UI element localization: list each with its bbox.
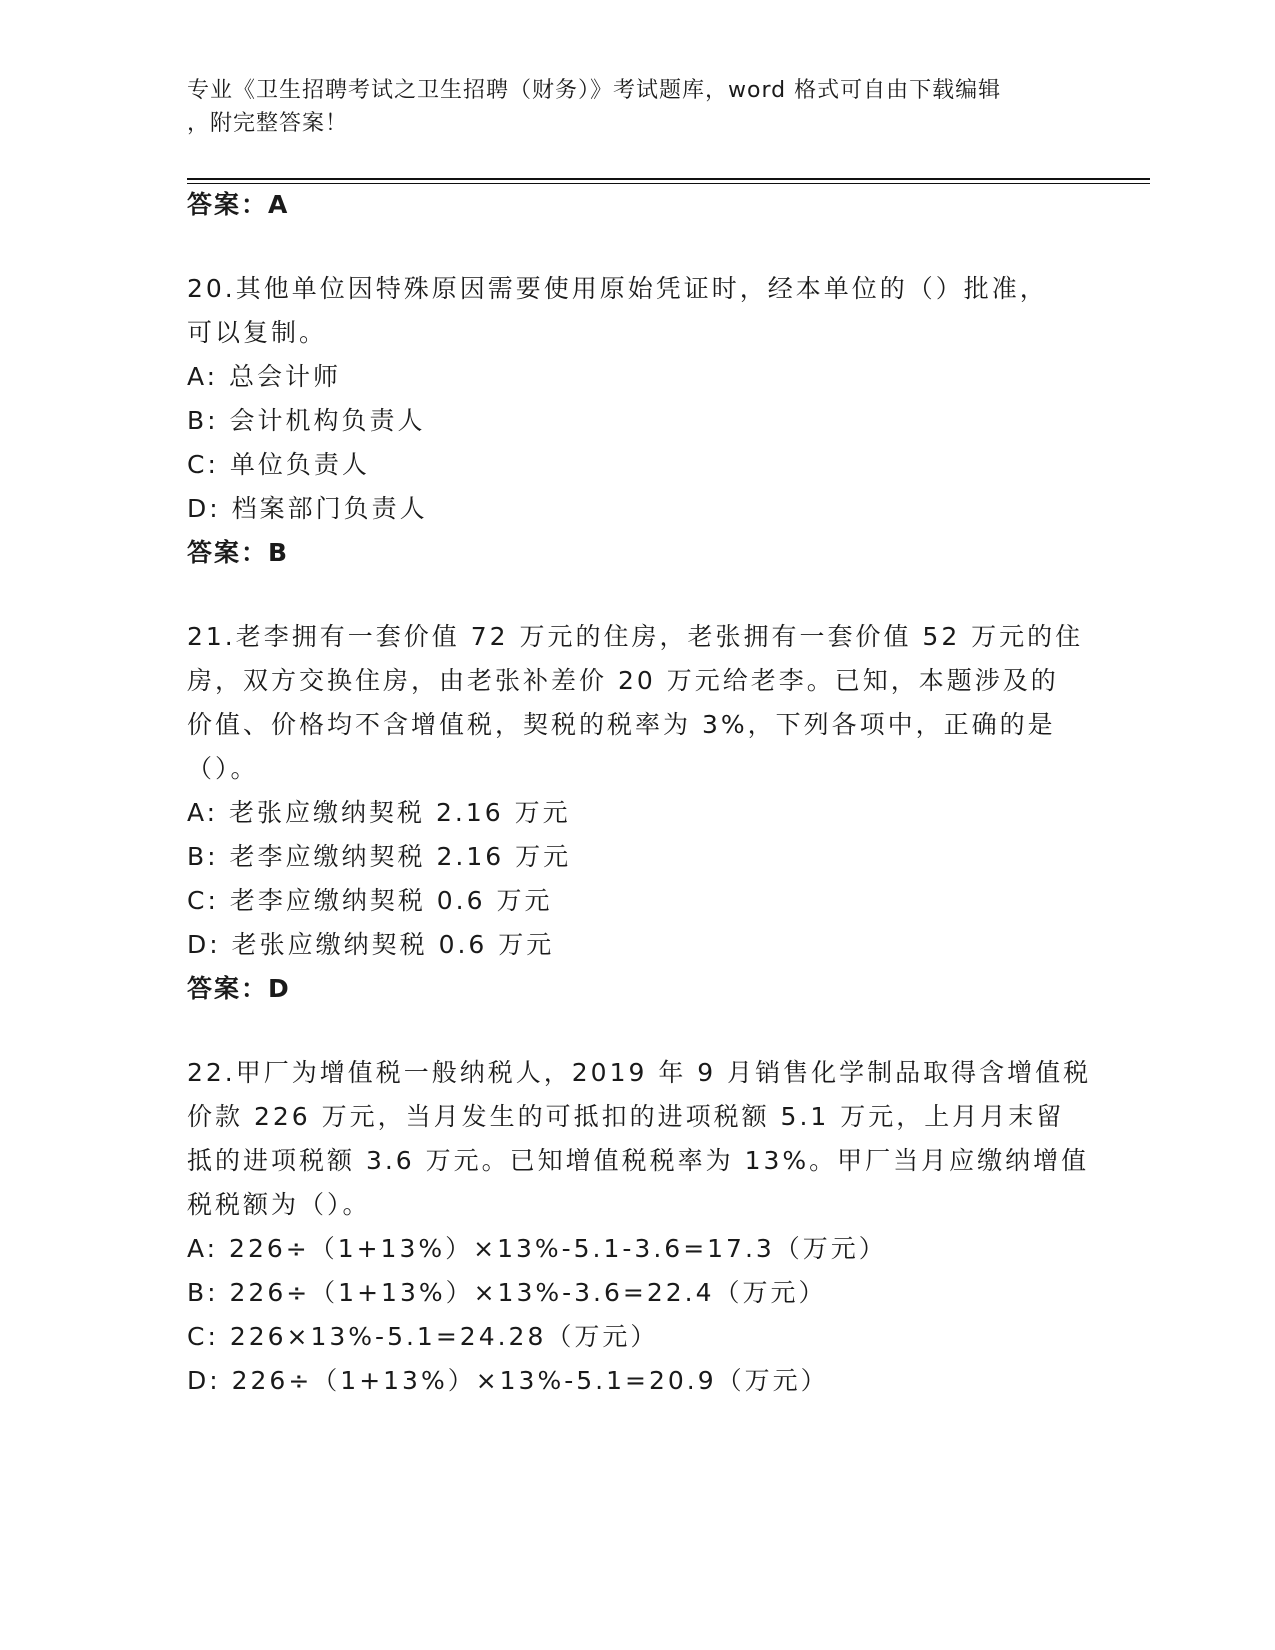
q20-stem-line-2: 可以复制。: [187, 318, 328, 347]
q22-stem-line-1: 22.甲厂为增值税一般纳税人，2019 年 9 月销售化学制品取得含增值税: [187, 1058, 1092, 1087]
q22-stem-line-2: 价款 226 万元，当月发生的可抵扣的进项税额 5.1 万元，上月月末留: [187, 1102, 1065, 1131]
q21-stem-line-3: 价值、价格均不含增值税，契税的税率为 3%，下列各项中，正确的是: [187, 710, 1056, 739]
document-header: [187, 74, 1087, 140]
previous-answer: 答案：A: [187, 190, 290, 219]
q21-stem-line-2: 房，双方交换住房，由老张补差价 20 万元给老李。已知，本题涉及的: [187, 666, 1059, 695]
q22-stem-line-3: 抵的进项税额 3.6 万元。已知增值税税率为 13%。甲厂当月应缴纳增值: [187, 1146, 1090, 1175]
q21-option-c: C: 老李应缴纳契税 0.6 万元: [187, 886, 553, 915]
q22-option-d: D: 226÷（1+13%）×13%-5.1=20.9（万元）: [187, 1366, 829, 1395]
q22-stem-line-4: 税税额为（）。: [187, 1190, 371, 1219]
q21-stem-line-4: （）。: [187, 754, 259, 783]
q21-option-d: D: 老张应缴纳契税 0.6 万元: [187, 930, 555, 959]
header-line-1: 专业《卫生招聘考试之卫生招聘（财务）》考试题库，word 格式可自由下载编辑: [187, 78, 1002, 103]
q22-option-a: A: 226÷（1+13%）×13%-5.1-3.6=17.3（万元）: [187, 1234, 887, 1263]
q20-stem-line-1: 20.其他单位因特殊原因需要使用原始凭证时，经本单位的（）批准，: [187, 274, 1048, 303]
header-rule: [187, 178, 1150, 180]
q21-answer: 答案：D: [187, 974, 291, 1003]
q20-option-a: A: 总会计师: [187, 362, 342, 391]
q21-option-b: B: 老李应缴纳契税 2.16 万元: [187, 842, 572, 871]
q20-option-d: D: 档案部门负责人: [187, 494, 428, 523]
header-rule-thin: [187, 183, 1150, 184]
q21-option-a: A: 老张应缴纳契税 2.16 万元: [187, 798, 571, 827]
q22-option-c: C: 226×13%-5.1=24.28（万元）: [187, 1322, 659, 1351]
q22-option-b: B: 226÷（1+13%）×13%-3.6=22.4（万元）: [187, 1278, 827, 1307]
q20-option-b: B: 会计机构负责人: [187, 406, 426, 435]
q20-answer: 答案：B: [187, 538, 290, 567]
q21-stem-line-1: 21.老李拥有一套价值 72 万元的住房，老张拥有一套价值 52 万元的住: [187, 622, 1084, 651]
header-line-2: ，附完整答案！: [187, 111, 349, 136]
q20-option-c: C: 单位负责人: [187, 450, 370, 479]
